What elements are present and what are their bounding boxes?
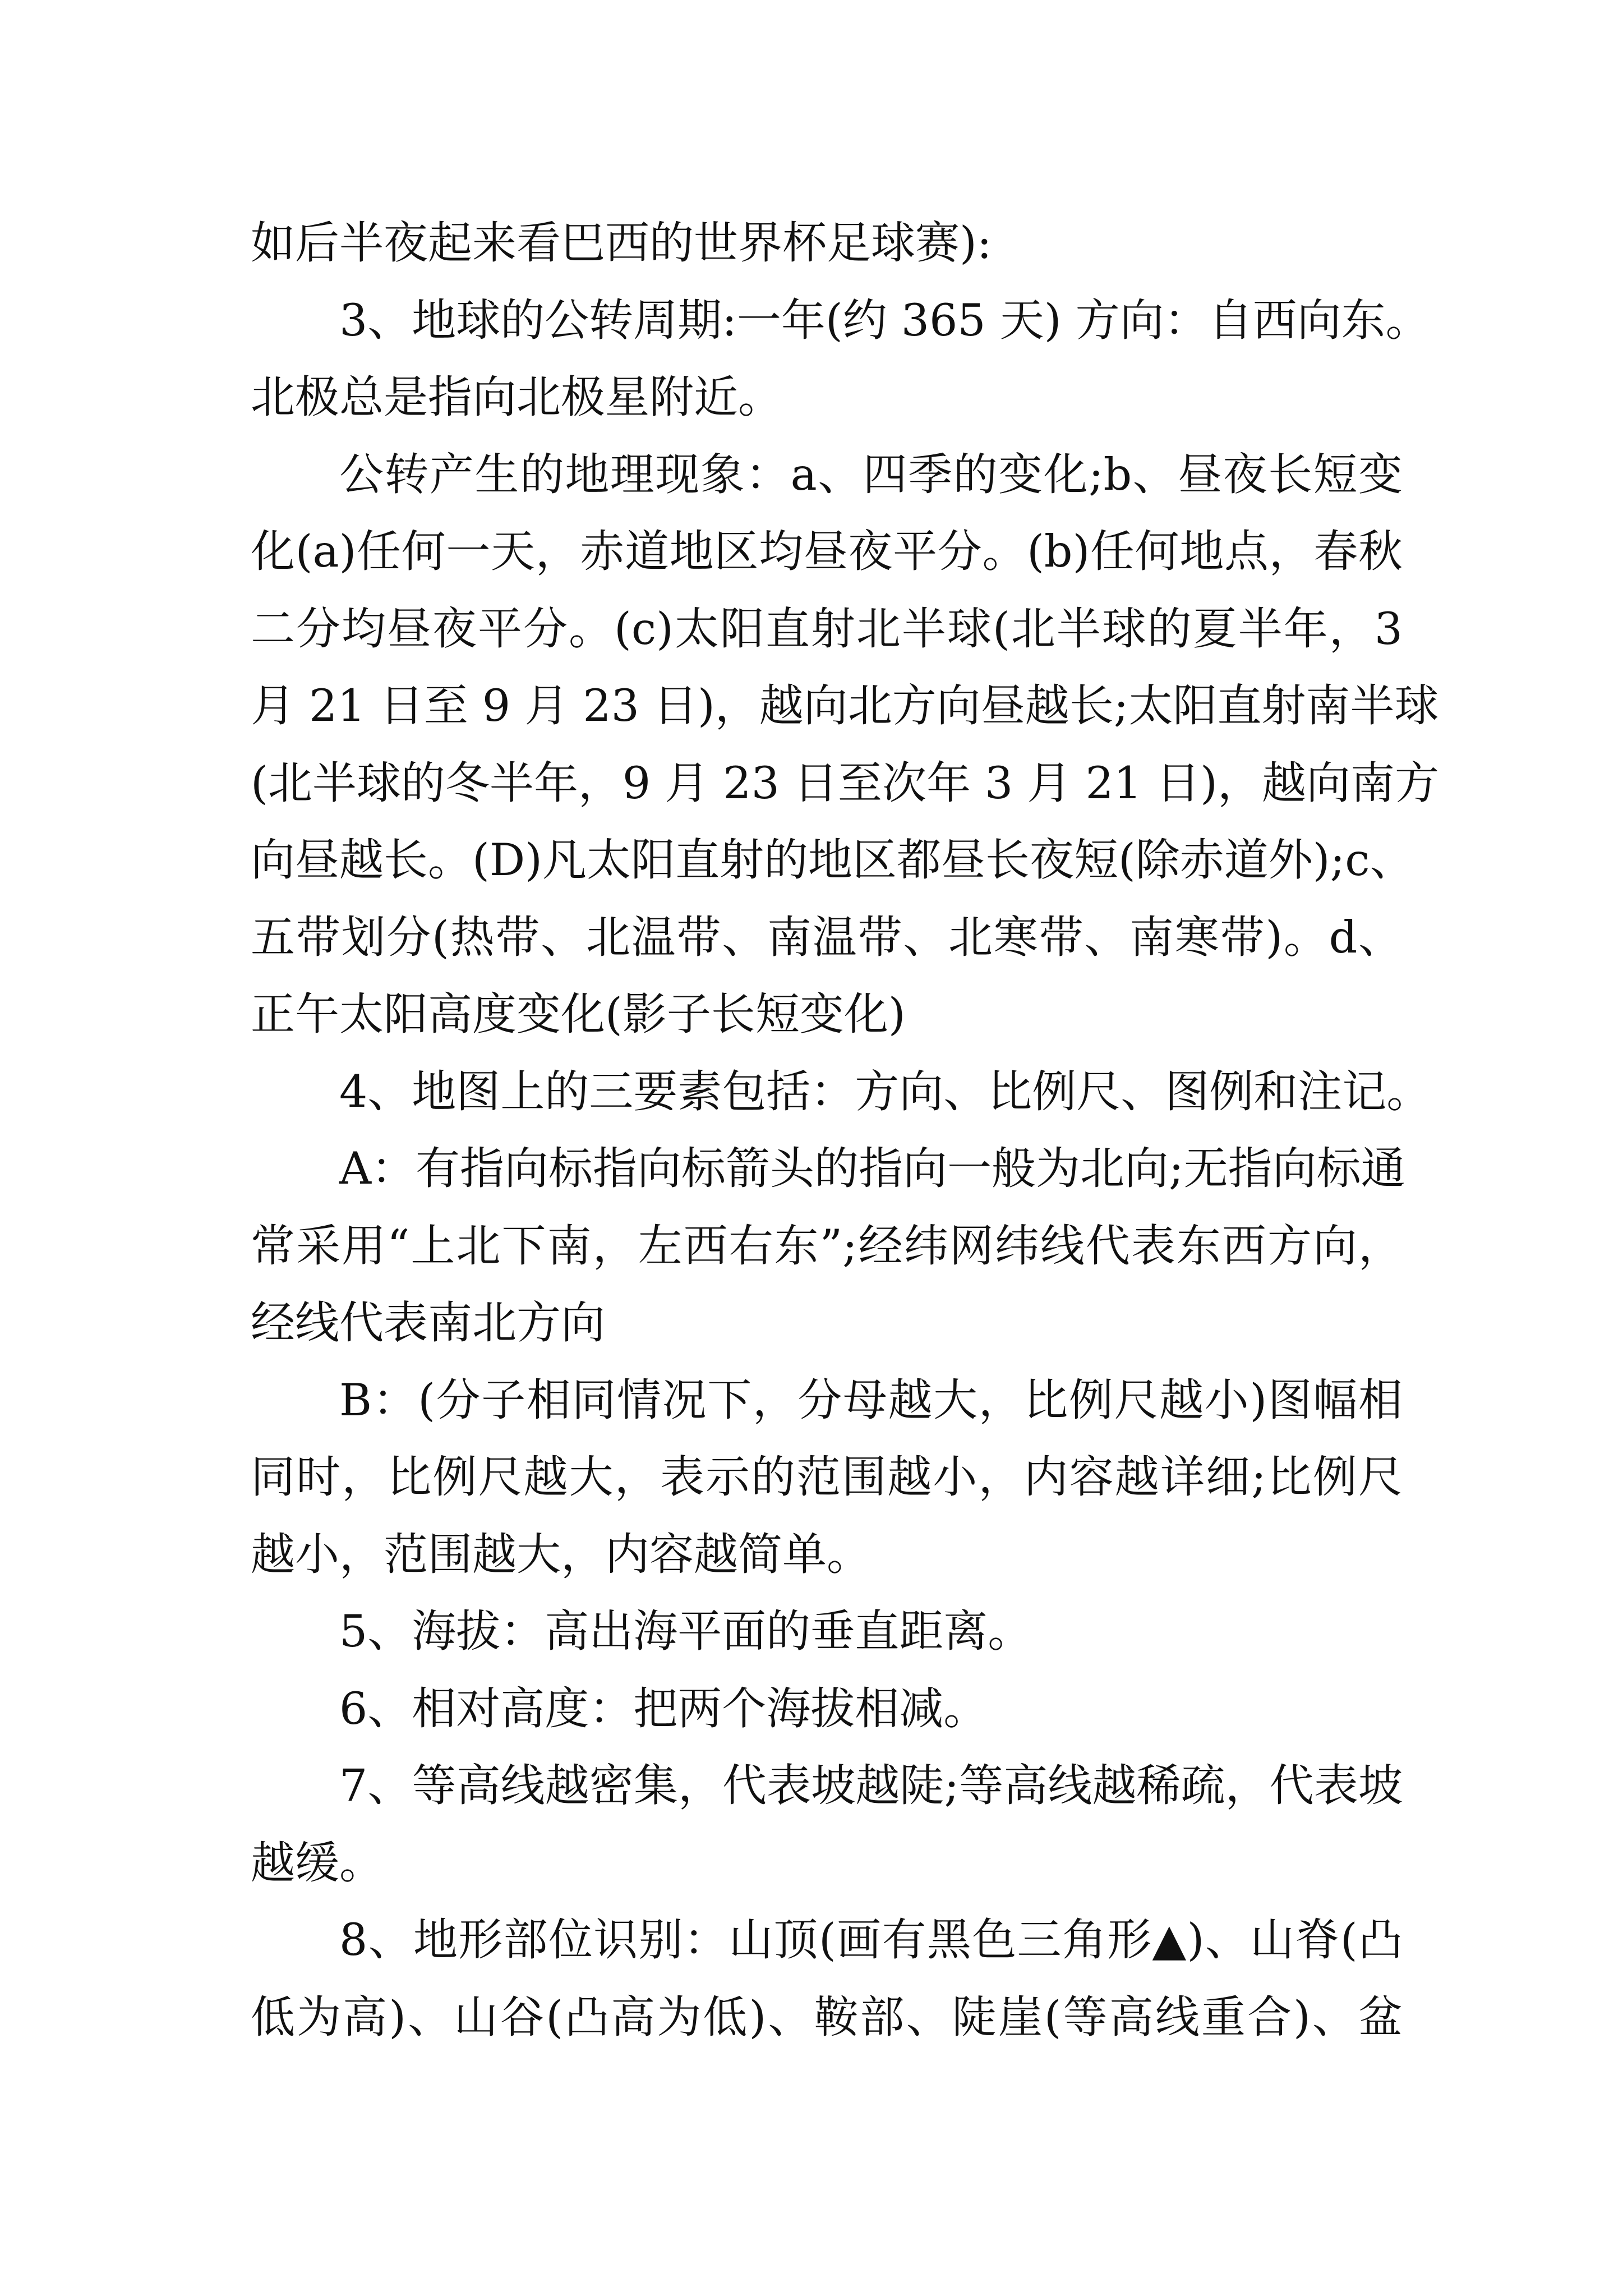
text-line: 7、等高线越密集，代表坡越陡;等高线越稀疏，代表坡: [339, 1760, 1403, 1811]
text-line: 正午太阳高度变化(影子长短变化): [251, 988, 906, 1040]
paragraph: [251, 1747, 1403, 1902]
paragraph: [251, 1053, 1431, 1131]
text-line: 北极总是指向北极星附近。: [251, 371, 782, 423]
text-line: 公转产生的地理现象：a、四季的变化;b、昼夜长短变: [339, 448, 1403, 500]
paragraph: [251, 1671, 1403, 1748]
text-line: B：(分子相同情况下，分母越大，比例尺越小)图幅相: [339, 1374, 1403, 1426]
text-line: 化(a)任何一天，赤道地区均昼夜平分。(b)任何地点，春秋: [251, 526, 1403, 577]
paragraph: [251, 282, 1430, 436]
text-line: 6、相对高度：把两个海拔相减。: [339, 1682, 988, 1734]
text-line: 向昼越长。(D)凡太阳直射的地区都昼长夜短(除赤道外);c、: [251, 834, 1414, 886]
text-line: 3、地球的公转周期:一年(约 365 天) 方向：自西向东。: [339, 294, 1430, 346]
text-line: 五带划分(热带、北温带、南温带、北寒带、南寒带)。d、: [251, 911, 1403, 963]
text-line: 同时，比例尺越大，表示的范围越小，内容越详细;比例尺: [251, 1451, 1403, 1503]
text-line: (北半球的冬半年，9 月 23 日至次年 3 月 21 日)，越向南方: [251, 757, 1439, 809]
text-line: 低为高)、山谷(凸高为低)、鞍部、陡崖(等高线重合)、盆: [251, 1991, 1403, 2043]
text-line: 8、地形部位识别：山顶(画有黑色三角形▲)、山脊(凸: [339, 1914, 1403, 1966]
text-line: 4、地图上的三要素包括：方向、比例尺、图例和注记。: [339, 1065, 1431, 1117]
paragraph: [251, 1902, 1403, 2056]
text-line: A：有指向标指向标箭头的指向一般为北向;无指向标通: [339, 1143, 1405, 1194]
text-line: 5、海拔：高出海平面的垂直距离。: [339, 1605, 1032, 1657]
text-line: 二分均昼夜平分。(c)太阳直射北半球(北半球的夏半年，3: [251, 602, 1403, 655]
paragraph: [251, 205, 1403, 282]
text-line: 经线代表南北方向: [251, 1297, 605, 1349]
document-body: [251, 205, 1439, 2056]
paragraph: [251, 1130, 1403, 1362]
text-line: 常采用“上北下南，左西右东”;经纬网纬线代表东西方向，: [251, 1220, 1403, 1272]
text-line: 如后半夜起来看巴西的世界杯足球赛):: [251, 217, 992, 269]
paragraph: [251, 436, 1439, 1053]
paragraph: [251, 1593, 1403, 1671]
text-line: 越小，范围越大，内容越简单。: [251, 1528, 871, 1580]
text-line: 越缓。: [251, 1837, 384, 1889]
paragraph: [251, 1362, 1403, 1594]
text-line: 月 21 日至 9 月 23 日)，越向北方向昼越长;太阳直射南半球: [251, 680, 1439, 731]
